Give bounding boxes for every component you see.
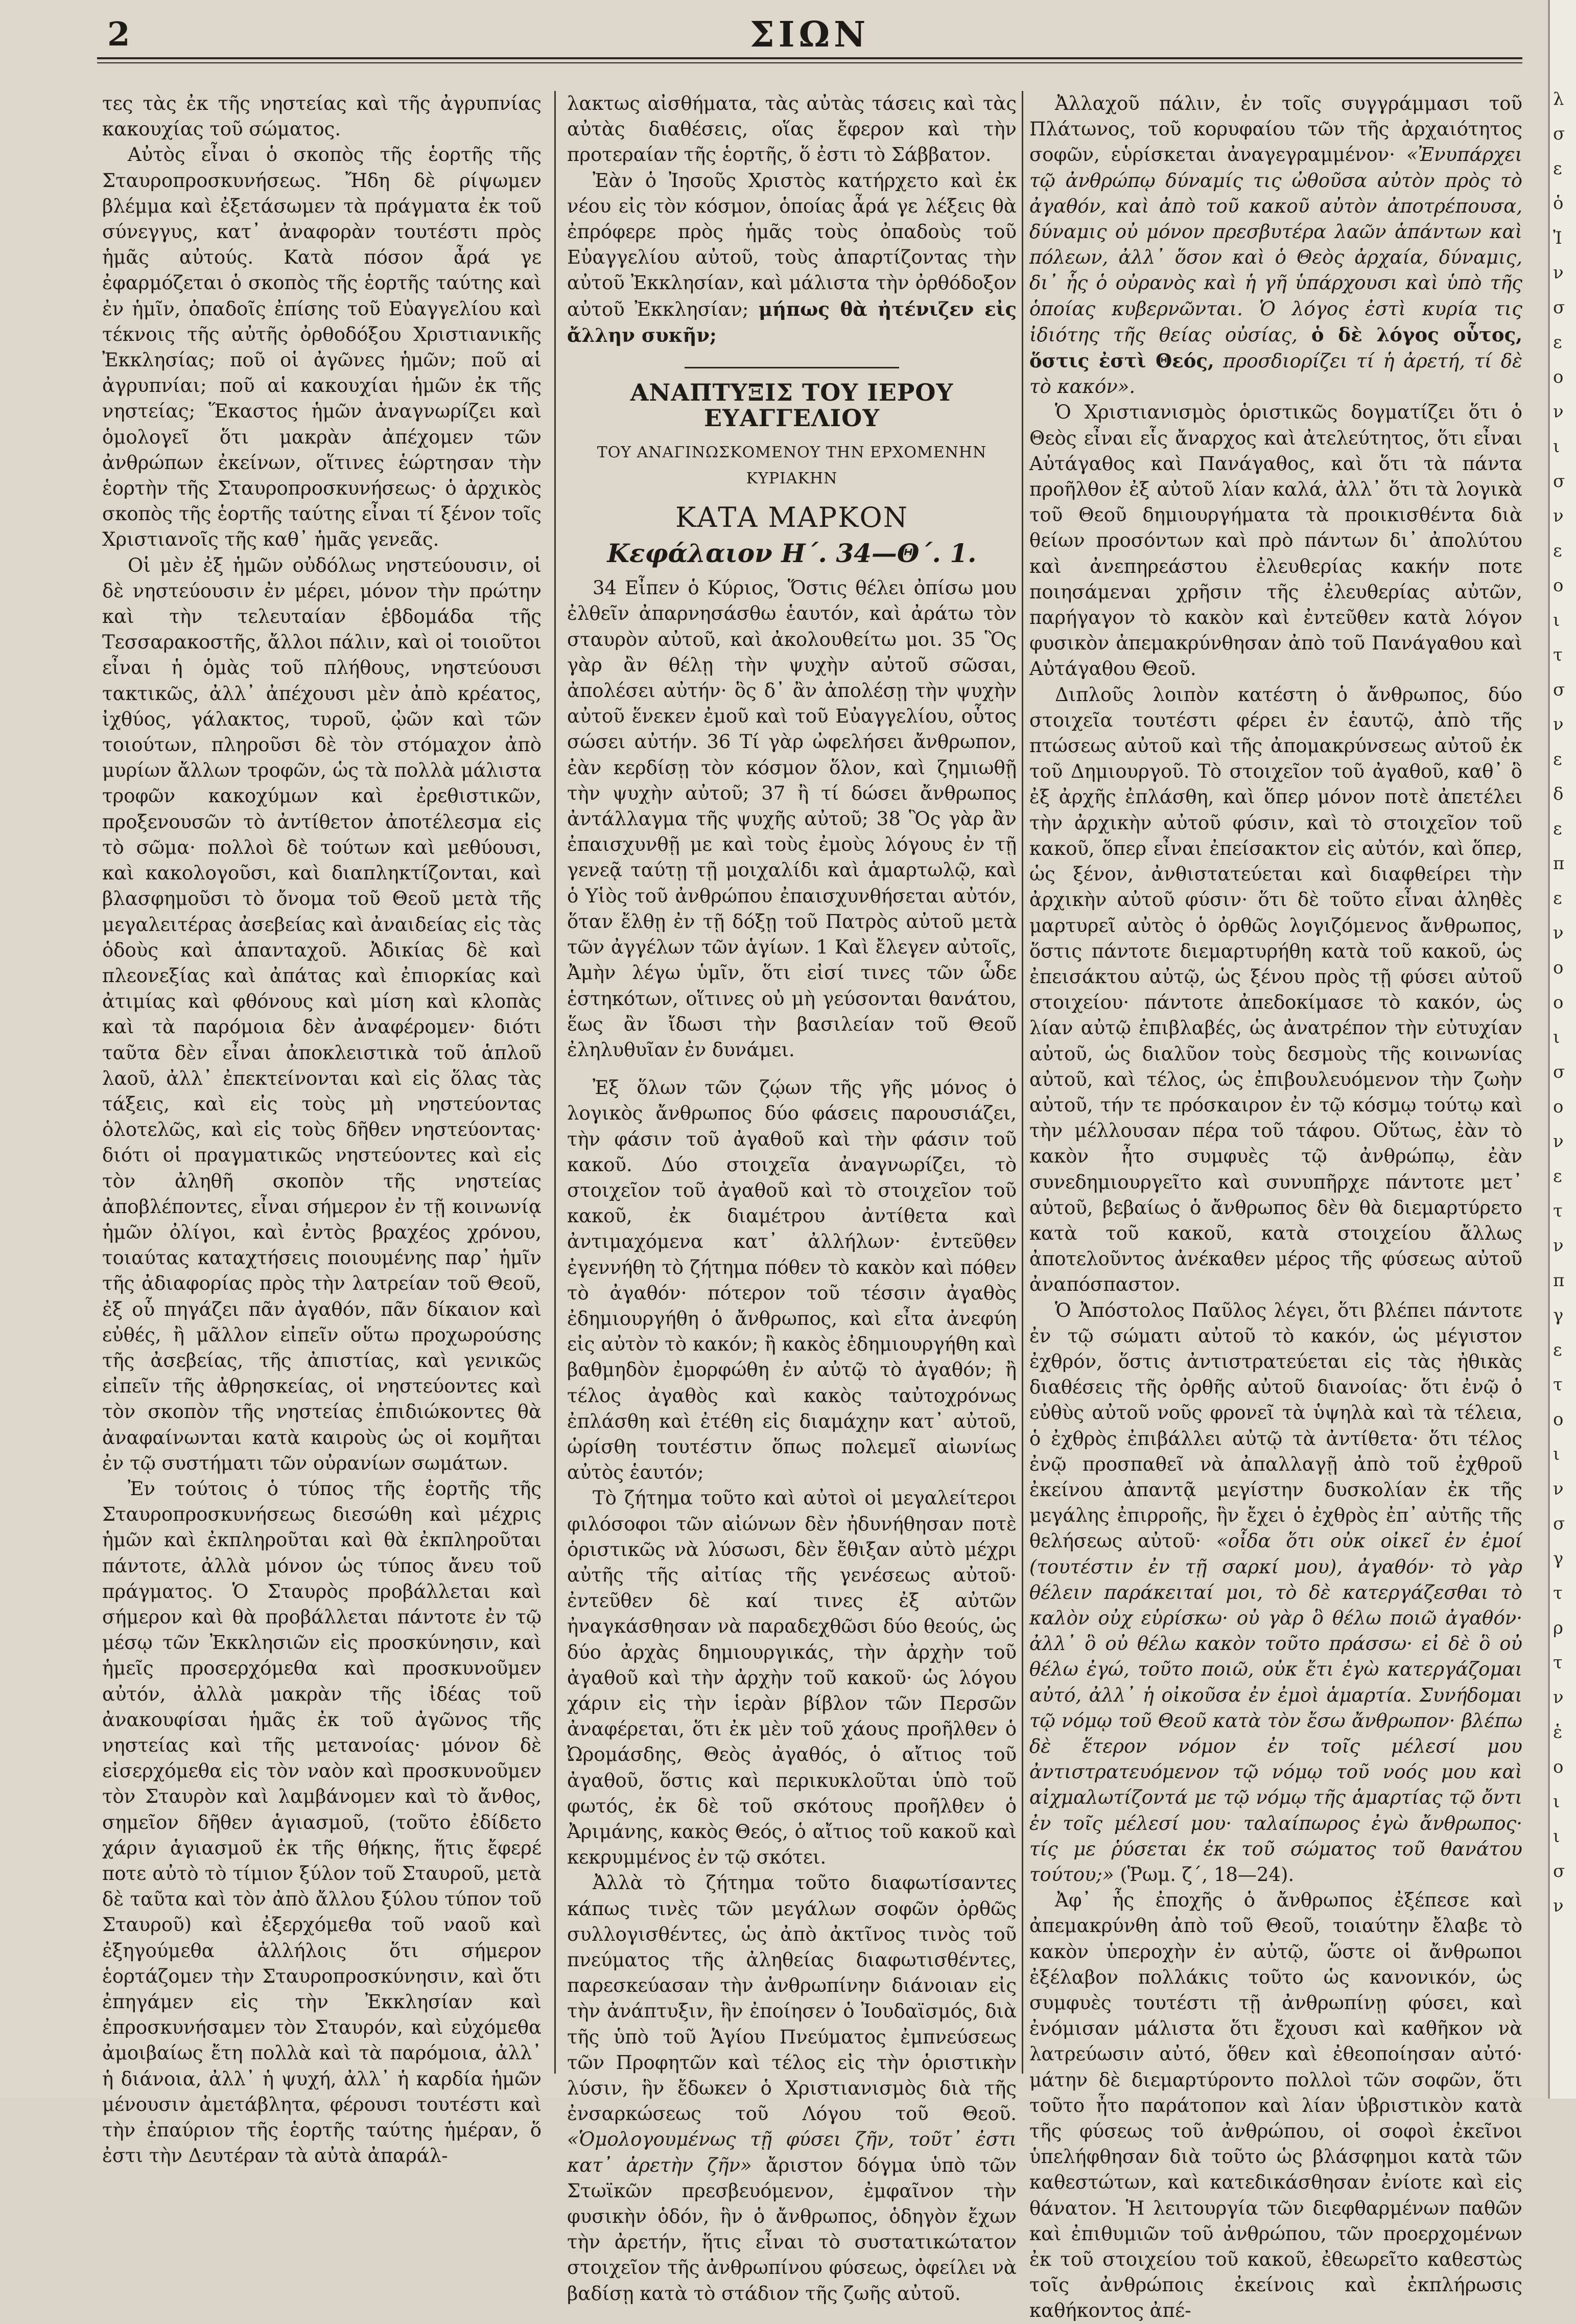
header-rule-bottom xyxy=(97,62,1522,63)
col3-paragraph-4-quote: «οἶδα ὅτι οὐκ οἰκεῖ ἐν ἐμοί (τουτέστιν ἐν τῇ σαρκί μου), ἀγαθόν· τὸ γὰρ θέλειν παράκειταί μοι, τὸ δὲ κατεργάζεσθαι τὸ καλὸν οὐχ εὑρίσκω· οὐ γὰρ ὃ θέλω ποιῶ ἀγαθόν· ἀλλ᾿ ὃ οὐ θέλω κακὸν τοῦτο πράσσω· εἰ δὲ ὃ οὐ θέλω ἐγώ, τοῦτο ποιῶ, οὐκ ἔτι ἐγὼ κατεργάζομαι αὐτό, ἀλλ᾿ ἡ οἰκοῦσα ἐν ἐμοὶ ἁμαρτία. Συνήδομαι τῷ νόμῳ τοῦ Θεοῦ κατὰ τὸν ἔσω ἄνθρωπον· βλέπω δὲ ἕτερον νόμον ἐν τοῖς μέλεσί μου ἀντιστρατευόμενον τῷ νόμῳ τοῦ νοός μου καὶ αἰχμαλωτίζοντά με τῷ νόμῳ τῆς ἁμαρτίας τῷ ὄντι ἐν τοῖς μέλεσί μου· ταλαίπωρος ἐγὼ ἄνθρωπος· τίς με ῥύσεται ἐκ τοῦ σώματος τοῦ θανάτου τούτου;» xyxy=(1029,1530,1523,1886)
adjacent-page-letter: ι xyxy=(1553,610,1560,631)
adjacent-page-letter: ο xyxy=(1553,958,1564,978)
adjacent-page-letter: ε xyxy=(1553,819,1562,839)
col1-paragraph-1: τες τὰς ἐκ τῆς νηστείας καὶ τῆς ἀγρυπνίας κακουχίας τοῦ σώματος. xyxy=(102,92,542,141)
col3-paragraph-4 xyxy=(1029,1298,1522,1888)
adjacent-page-letter: ο xyxy=(1553,1409,1564,1430)
article-subtitle: ΤΟΥ ΑΝΑΓΙΝΩΣΚΟΜΕΝΟΥ ΤΗΝ ΕΡΧΟΜΕΝΗΝ ΚΥΡΙΑΚΗΝ xyxy=(597,444,987,487)
col2-paragraph-4: Ἐξ ὅλων τῶν ζῴων τῆς γῆς μόνος ὁ λογικὸς ἄνθρωπος δύο φάσεις παρουσιάζει, τὴν φάσιν τοῦ ἀγαθοῦ καὶ τὴν φάσιν τοῦ κακοῦ. Δύο στοιχεῖα ἀναγνωρίζει, τὸ στοιχεῖον τοῦ ἀγαθοῦ καὶ τὸ στοιχεῖον τοῦ κακοῦ, ἐκ διαμέτρου ἀντίθετα καὶ ἀντιμαχόμενα κατ᾿ ἀλλήλων· ἐντεῦθεν ἐγεννήθη τὸ ζήτημα πόθεν τὸ κακὸν καὶ πόθεν τὸ ἀγαθόν· πότερον τοῦ τέσσιν ἀγαθὸς ἐδημιουργήθη ὁ ἄνθρωπος, καὶ εἶτα ἀνεφύη εἰς αὐτὸν τὸ κακόν; ἢ κακὸς ἐδημιουργήθη καὶ βαθμηδὸν ἐμορφώθη ἐν αὐτῷ τὸ ἀγαθόν; ἢ τέλος ἀγαθὸς καὶ κακὸς ταὐτοχρόνως ἐπλάσθη καὶ ἐτέθη εἰς διαμάχην κατ᾿ αὐτοῦ, ὡρίσθη τουτέστιν ὅπως πολεμεῖ αἰωνίως αὐτὸς ἑαυτόν; xyxy=(567,1077,1017,1484)
adjacent-page-letter: ε xyxy=(1553,1340,1562,1360)
adjacent-page-letter: ν xyxy=(1553,1896,1564,1916)
adjacent-page-letter: ν xyxy=(1553,923,1564,943)
col3-paragraph-3: Διπλοῦς λοιπὸν κατέστη ὁ ἄνθρωπος, δύο στοιχεῖα τουτέστι φέρει ἐν ἑαυτῷ, ἀπὸ τῆς πτώσεως αὐτοῦ καὶ τῆς ἀπομακρύνσεως αὐτοῦ ἐκ τοῦ Δημιουργοῦ. Τὸ στοιχεῖον τοῦ ἀγαθοῦ, καθ᾿ ὃ ἐξ ἀρχῆς ἐπλάσθη, καὶ ὅπερ μόνον ποτὲ ἀπετέλει τὴν ἀρχικὴν αὐτοῦ φύσιν, καὶ τὸ στοιχεῖον τοῦ κακοῦ, ὅπερ εἶναι ἐπείσακτον εἰς αὐτόν, καὶ ὅπερ, ὡς ξένον, ἀνθιστατεύεται καὶ διαφθείρει τὴν ἀρχικὴν αὐτοῦ φύσιν· ὅτι δὲ τοῦτο εἶναι ἀληθὲς μαρτυρεῖ αὐτὸς ὁ ὀρθῶς λογιζόμενος ἄνθρωπος, ὅστις πάντοτε διεμαρτυρήθη κατὰ τοῦ κακοῦ, ὡς ἐπεισάκτου αὐτῷ, ὡς ξένου πρὸς τῇ φύσει αὐτοῦ στοιχείου· πάντοτε ἀπεδοκίμασε τὸ κακόν, ὡς λίαν αὐτῷ ἐπιβλαβές, ὡς ἀνατρέπον τὴν εὐτυχίαν αὐτοῦ, ὡς διαλῦον τοὺς δεσμοὺς τῆς κοινωνίας αὐτοῦ, καὶ τέλος, ὡς ἐπιβουλευόμενον τὴν ζωὴν αὐτοῦ, τήν τε πρόσκαιρον ἐν τῷ κόσμῳ τούτῳ καὶ τὴν μέλλουσαν πέρα τοῦ τάφου. Οὕτως, ἐὰν τὸ κακὸν ἦτο συμφυὲς τῷ ἀνθρώπῳ, ἐὰν συνεδημιουργεῖτο καὶ συνυπῆρχε πάντοτε μετ᾿ αὐτοῦ, βεβαίως ὁ ἄνθρωπος δὲν θὰ διεμαρτύρετο κατὰ τοῦ κακοῦ, κατὰ στοιχείου ἄλλως ἀποτελοῦντος ἀνέκαθεν μέρος τῆς φύσεως αὐτοῦ ἀναπόσπαστον. xyxy=(1029,683,1522,1296)
section-rule xyxy=(685,367,899,368)
adjacent-page-letter: γ xyxy=(1553,1548,1564,1569)
col1-paragraph-2: Αὐτὸς εἶναι ὁ σκοπὸς τῆς ἑορτῆς τῆς Σταυροπροσκυνήσεως. Ἤδη δὲ ρίψωμεν βλέμμα καὶ ἐξετάσωμεν τὰ πράγματα ἐκ τοῦ σύνεγγυς, κατ᾿ ἀναφορὰν τουτέστι πρὸς ἡμᾶς αὐτούς. Κατὰ πόσον ἆρά γε ἐφαρμόζεται ὁ σκοπὸς τῆς ἑορτῆς ταύτης καὶ ἐν ἡμῖν, ὀπαδοῖς ἐπίσης τοῦ Εὐαγγελίου καὶ τέκνοις τῆς αὐτῆς ὀρθοδόξου Χριστιανικῆς Ἐκκλησίας; ποῦ οἱ ἀγῶνες ἡμῶν; ποῦ αἱ ἀγρυπνίαι; ποῦ αἱ κακουχίαι ἡμῶν ἐκ τῆς νηστείας; Ἕκαστος ἡμῶν ἀναγνωρίζει καὶ ὁμολογεῖ ὅτι μακρὰν ἀπέχομεν τῶν ἀνθρώπων ἐκείνων, οἵτινες ἑώρτησαν τὴν ἑορτὴν τῆς Σταυροπροσκυνήσεως· ὁ ἀρχικὸς σκοπὸς τῆς ἑορτῆς ταύτης εἶναι τί ξένον τοῖς Χριστιανοῖς τῆς καθ᾿ ἡμᾶς γενεᾶς. xyxy=(102,144,542,551)
adjacent-page-letter: ο xyxy=(1553,992,1564,1013)
adjacent-page-letter: ε xyxy=(1553,158,1562,179)
adjacent-page-letter: ὁ xyxy=(1553,193,1564,214)
col2-paragraph-2-bold: μήπως θὰ ἠτένιζεν εἰς ἄλλην συκῆν; xyxy=(567,297,1017,346)
col3-paragraph-1-quote: «Ἐνυπάρχει τῷ ἀνθρώπῳ δύναμίς τις ὠθοῦσα αὐτὸν πρὸς τὸ ἀγαθόν, καὶ ἀπὸ τοῦ κακοῦ αὐτὸν ἀποτρέπουσα, δύναμις οὐ μόνον πρεσβυτέρα λαῶν ἁπάντων καὶ πόλεων, ἀλλ᾿ ὅσον καὶ ὁ Θεὸς ἀρχαία, δύναμις, δι᾿ ἧς ὁ οὐρανὸς καὶ ἡ γῆ ὑπάρχουσι καὶ ὑπὸ τῆς ὁποίας κυβερνῶνται. Ὁ λόγος ἐστὶ κυρία τις ἰδιότης τῆς θείας οὐσίας, xyxy=(1029,144,1523,346)
col3-paragraph-1-bold: ὁ δὲ λόγος οὗτος, ὅστις ἐστὶ Θεός, xyxy=(1029,323,1522,373)
adjacent-page-letter: ν xyxy=(1553,714,1564,735)
col2-paragraph-1: λακτως αἰσθήματα, τὰς αὐτὰς τάσεις καὶ τὰς αὐτὰς διαθέσεις, οἵας ἔφερον καὶ τὴν προτεραίαν τῆς ἑορτῆς, ὅ ἐστι τὸ Σάββατον. xyxy=(567,92,1017,166)
adjacent-page-letter: λ xyxy=(1553,89,1564,109)
adjacent-page-letter: Ἰ xyxy=(1553,228,1562,248)
col3-paragraph-1 xyxy=(1029,91,1522,400)
col3-paragraph-4-text: Ὁ Ἀπόστολος Παῦλος λέγει, ὅτι βλέπει πάντοτε ἐν τῷ σώματι αὐτοῦ τὸ κακόν, ὡς μέγιστον ἐχθρόν, ὅστις ἀντιστρατεύεται εἰς τὰς ἠθικὰς διαθέσεις τῆς ὀρθῆς αὐτοῦ διανοίας· ὅτι ἐνῷ ὁ εὐθὺς αὐτοῦ νοῦς φρονεῖ τὰ ὑψηλὰ καὶ τὰ τέλεια, ὁ ἐχθρὸς ἐπιβάλλει αὐτῷ τὰ ἀντίθετα· ὅτι τέλος ἐνῷ προσπαθεῖ νὰ ἀπαλλαγῇ ἀπὸ τοῦ ἐχθροῦ ἐκείνου ἀπαντᾷ μεγίστην δυσκολίαν ἐκ τῆς μεγάλης ἐπιρροῆς, ἣν ἔχει ὁ ἐχθρὸς ἐπ᾿ αὐτῆς τῆς θελήσεως αὐτοῦ· xyxy=(1029,1299,1522,1552)
adjacent-page-letter: ν xyxy=(1553,1131,1564,1152)
col2-paragraph-6-quote: «Ὁμολογουμένως τῇ φύσει ζῆν, τοῦτ᾿ ἐστι κατ᾿ ἀρετὴν ζῆν» xyxy=(567,2128,1017,2176)
adjacent-page-letter: τ xyxy=(1553,1653,1563,1673)
adjacent-page-letter: ε xyxy=(1553,332,1562,353)
adjacent-page-letter: ν xyxy=(1553,1687,1564,1708)
masthead: ΣΙΩΝ xyxy=(749,14,870,55)
adjacent-page-letter: ι xyxy=(1553,1444,1560,1465)
adjacent-page-letter: γ xyxy=(1553,1305,1564,1326)
adjacent-page-letter: ο xyxy=(1553,1757,1564,1777)
col3-paragraph-4-ref: (Ῥωμ. ζ΄, 18—24). xyxy=(1120,1864,1295,1886)
article-title: ΑΝΑΠΤΥΞΙΣ ΤΟΥ ΙΕΡΟΥ ΕΥΑΓΓΕΛΙΟΥ xyxy=(630,379,954,432)
adjacent-page-letter: ο xyxy=(1553,575,1564,596)
adjacent-page-letter: π xyxy=(1553,853,1565,874)
col3-paragraph-5: Ἀφ᾿ ἧς ἐποχῆς ὁ ἄνθρωπος ἐξέπεσε καὶ ἀπεμακρύνθη ἀπὸ τοῦ Θεοῦ, τοιαύτην ἔλαβε τὸ κακὸν ὑπεροχὴν ἐν αὐτῷ, ὥστε οἱ ἄνθρωποι ἐξέλαβον πολλάκις τοῦτο ὡς κανονικόν, ὡς συμφυὲς τουτέστι τῇ ἀνθρωπίνῃ φύσει, καὶ ἐνόμισαν μάλιστα ὅτι ἔχουσι καὶ καθῆκον νὰ λατρεύωσιν αὐτό, ὅθεν καὶ ἐθεοποίησαν αὐτό· μάτην δὲ διεμαρτύροντο πολλοὶ τῶν σοφῶν, ὅτι τοῦτο ἦτο παράτοπον καὶ λίαν ὑβριστικὸν κατὰ τῆς φύσεως τοῦ ἀνθρώπου, οἱ σοφοὶ ἐκεῖνοι ὑπελήφθησαν διὰ τοῦτο ὡς βλάσφημοι κατὰ τῶν καθεστώτων, καὶ κατεδικάσθησαν ἐνίοτε καὶ εἰς θάνατον. Ἡ λειτουργία τῶν διεφθαρμένων παθῶν καὶ ἐπιθυμιῶν τοῦ ἀνθρώπου, τῶν προερχομένων ἐκ τοῦ στοιχείου τοῦ κακοῦ, ἐθεωρεῖτο καθεστὼς τοῖς ἀνθρώποις ἐκείνοις καὶ ἐκπλήρωσις καθήκοντος ἀπέ- xyxy=(1029,1889,1522,2322)
adjacent-page-letter: ο xyxy=(1553,1097,1564,1117)
adjacent-page-letter: σ xyxy=(1553,124,1565,144)
col3-paragraph-1-quote-end: προσδιορίζει τί ἡ ἀρετή, τί δὲ τὸ κακόν». xyxy=(1029,350,1522,398)
col3-paragraph-2: Ὁ Χριστιανισμὸς ὁριστικῶς δογματίζει ὅτι ὁ Θεὸς εἶναι εἷς ἄναρχος καὶ ἀτελεύτητος, ὅτι εἶναι Αὐτάγαθος καὶ Πανάγαθος, καὶ ὅτι τὰ πάντα προῆλθον ἐξ αὐτοῦ λίαν καλά, ἀλλ᾿ ὅτι τὰ λογικὰ τοῦ Θεοῦ δημιουργήματα τὰ προικισθέντα διὰ θείων προσόντων καὶ πρὸ πάντων δι᾿ ἀπολύτου καὶ ἀνεπηρεάστου ἐλευθερίας κακήν ποτε ποιησάμεναι χρῆσιν τῆς ἐλευθερίας αὐτῶν, παρήγαγον τὸ κακὸν καὶ ἐντεῦθεν κατὰ λόγον φυσικὸν ἀπεμακρύνθησαν ἀπὸ τοῦ Πανάγαθου καὶ Αὐτάγαθου Θεοῦ. xyxy=(1029,401,1522,680)
adjacent-page-letter: τ xyxy=(1553,1583,1563,1603)
adjacent-page-letter: ν xyxy=(1553,263,1564,283)
adjacent-page-letter: ρ xyxy=(1553,1618,1563,1638)
col1-paragraph-3: Οἱ μὲν ἐξ ἡμῶν οὐδόλως νηστεύουσιν, οἱ δὲ νηστεύουσιν ἐν μέρει, μόνον τὴν πρώτην καὶ τὴν τελευταίαν ἑβδομάδα τῆς Τεσσαρακοστῆς, ἄλλοι πάλιν, καὶ οἱ τοιοῦτοι εἶναι ἡ ὁμὰς τοῦ πλήθους, νηστεύουσι τακτικῶς, ἀλλ᾿ ἀπέχουσι μὲν ἀπὸ κρέατος, ἰχθύος, γάλακτος, τυροῦ, ᾠῶν καὶ τῶν τοιούτων, πληροῦσι δὲ τὸν στόμαχον ἀπὸ μυρίων ἄλλων τροφῶν, ὡς τὰ πολλὰ μάλιστα τροφῶν κακοχύμων καὶ ἐρεθιστικῶν, προξενουσῶν τὸ ἀντίθετον ἀποτέλεσμα εἰς τὸ σῶμα· πολλοὶ δὲ τούτων καὶ μεθύουσι, καὶ κακολογοῦσι, καὶ διαπληκτίζονται, καὶ βλασφημοῦσι τὸ ὄνομα τοῦ Θεοῦ μετὰ τῆς μεγαλειτέρας ἀσεβείας καὶ ἀναιδείας εἰς τὰς ὁδοὺς καὶ ἁπανταχοῦ. Ἀδικίας δὲ καὶ πλεονεξίας καὶ ἀπάτας καὶ ἐπιορκίας καὶ ἀτιμίας καὶ φθόνους καὶ μίση καὶ κλοπὰς καὶ τὰ παρόμοια δὲν ἀναφέρομεν· διότι ταῦτα δὲν εἶναι ἀποκλειστικὰ τοῦ ἁπλοῦ λαοῦ, ἀλλ᾿ ἐπεκτείνονται καὶ εἰς ὅλας τὰς τάξεις, καὶ εἰς τοὺς μὴ νηστεύοντας ὁλοτελῶς, καὶ εἰς τοὺς δῆθεν νηστεύοντας· διότι οἱ πραγματικῶς νηστεύοντες καὶ εἰς τὸν ἀληθῆ σκοπὸν τῆς νηστείας ἀποβλέποντες, εἶναι σήμερον ἐν τῇ κοινωνίᾳ ἡμῶν ὀλίγοι, καὶ ἐντὸς βραχέος χρόνου, τοιαύτας καταχτήσεις ποιουμένης παρ᾿ ἡμῖν τῆς ἀδιαφορίας πρὸς τὴν λατρείαν τοῦ Θεοῦ, ἐξ οὗ πηγάζει πᾶν ἀγαθόν, πᾶν δίκαιον καὶ εὐθές, ἢ μᾶλλον εἰπεῖν οὕτω προχωρούσης τῆς ἀσεβείας, τῆς ἀπιστίας, καὶ γενικῶς εἰπεῖν τῆς ἀθρησκείας, οἱ νηστεύοντες καὶ τὸν σκοπὸν τῆς νηστείας ἐπιδιώκοντες θὰ ἀναφαίνωνται κατὰ καιροὺς ὡς οἱ κομῆται ἐν τῷ συστήματι τῶν οὐρανίων σωμάτων. xyxy=(102,554,542,1474)
adjacent-page-letter: τ xyxy=(1553,1375,1563,1395)
col1-paragraph-4: Ἐν τούτοις ὁ τύπος τῆς ἑορτῆς τῆς Σταυροπροσκυνήσεως διεσώθη καὶ μέχρις ἡμῶν καὶ ἐκπληροῦται καὶ θὰ ἐκπληροῦται πάντοτε, ἀλλὰ μόνον ὡς τύπος ἄνευ τοῦ πράγματος. Ὁ Σταυρὸς προβάλλεται καὶ σήμερον καὶ θὰ προβάλλεται πάντοτε ἐν τῷ μέσῳ τῶν Ἐκκλησιῶν εἰς προσκύνησιν, καὶ ἡμεῖς προσερχόμεθα καὶ προσκυνοῦμεν αὐτόν, ἀλλὰ μακρὰν τῆς ἰδέας τοῦ ἀνακουφίσαι ἡμᾶς ἐκ τοῦ ἀγῶνος τῆς νηστείας καὶ τῆς μετανοίας· μόνον δὲ εἰσερχόμεθα εἰς τὸν ναὸν καὶ προσκυνοῦμεν τὸν Σταυρὸν καὶ λαμβάνομεν καὶ τὸ ἄνθος, σημεῖον δῆθεν ἁγιασμοῦ, (τοῦτο ἐδίδετο χάριν ἁγιασμοῦ ἐκ τῆς θήκης, ἥτις ἔφερέ ποτε αὐτὸ τὸ τίμιον ξύλον τοῦ Σταυροῦ, μετὰ δὲ ταῦτα καὶ τὸν ἀπὸ ἄλλου ξύλου τύπον τοῦ Σταυροῦ) καὶ ἐξερχόμεθα τοῦ ναοῦ καὶ ἐξηγούμεθα ἀλλήλοις ὅτι σήμερον ἑορτάζομεν τὴν Σταυροπροσκύνησιν, καὶ ὅτι ἐπηγάμεν εἰς τὴν Ἐκκλησίαν καὶ ἐπροσκυνήσαμεν τὸν Σταυρόν, καὶ εὐχόμεθα ἀμοιβαίως ἔτη πολλὰ καὶ τὰ παρόμοια, ἀλλ᾿ ἡ διάνοια, ἀλλ᾿ ἡ ψυχή, ἀλλ᾿ ἡ καρδία ἡμῶν μένουσιν ἀμετάβλητα, φέρουσι τουτέστι καὶ τὴν ἐπαύριον τῆς ἑορτῆς ταύτης ἡμέραν, ὅ ἐστι τὴν Δευτέραν τὰ αὐτὰ ἀπαράλ- xyxy=(102,1477,542,2167)
column-divider-2 xyxy=(1022,91,1023,2074)
adjacent-page-letter: ι xyxy=(1553,436,1560,457)
adjacent-page-letter: ν xyxy=(1553,506,1564,526)
page-number: 2 xyxy=(107,15,130,54)
col3-paragraph-1-text: Ἀλλαχοῦ πάλιν, ἐν τοῖς συγγράμμασι τοῦ Πλάτωνος, τοῦ κορυφαίου τῶν τῆς ἀρχαιότητος σοφῶν, εὑρίσκεται ἀναγεγραμμένον· xyxy=(1029,92,1522,166)
adjacent-page-letter: σ xyxy=(1553,1861,1565,1881)
column-2 xyxy=(567,91,1017,2307)
adjacent-page-letter: σ xyxy=(1553,297,1565,318)
article-gospel: ΚΑΤΑ ΜΑΡΚΟΝ xyxy=(675,501,908,533)
adjacent-page-letter: ε xyxy=(1553,749,1562,770)
adjacent-page-letter: ε xyxy=(1553,541,1562,561)
adjacent-page-letter: ε xyxy=(1553,888,1562,909)
adjacent-page-letter: σ xyxy=(1553,1514,1565,1534)
adjacent-page-letter: ι xyxy=(1553,1027,1560,1048)
col2-paragraph-6-text: Ἀλλὰ τὸ ζήτημα τοῦτο διαφωτίσαντες κάπως τινὲς τῶν μεγάλων σοφῶν ὀρθῶς συλλογισθέντες, ὡς ἀπὸ ἀκτῖνος τινὸς τοῦ πνεύματος τῆς ἀληθείας διαφωτισθέντες, παρεσκεύασαν τὴν ἀνθρωπίνην διάνοιαν εἰς τὴν ἀνάπτυξιν, ἣν ἐποίησεν ὁ Ἰουδαϊσμός, διὰ τῆς ὑπὸ τοῦ Ἁγίου Πνεύματος ἐμπνεύσεως τῶν Προφητῶν καὶ τέλος εἰς τὴν ὁριστικὴν λύσιν, ἣν ἔδωκεν ὁ Χριστιανισμὸς διὰ τῆς ἐνσαρκώσεως τοῦ Λόγου τοῦ Θεοῦ. xyxy=(567,1872,1017,2125)
adjacent-page-letter: σ xyxy=(1553,1062,1565,1082)
header-rule-top xyxy=(97,57,1522,59)
adjacent-page-letters xyxy=(1553,82,1573,1923)
adjacent-page-letter: τ xyxy=(1553,645,1563,665)
adjacent-page-letter: δ xyxy=(1553,784,1564,804)
col2-scripture: 34 Εἶπεν ὁ Κύριος, Ὅστις θέλει ὀπίσω μου ἐλθεῖν ἀπαρνησάσθω ἑαυτόν, καὶ ἀράτω τὸν σταυρὸν αὐτοῦ, καὶ ἀκολουθείτω μοι. 35 Ὃς γὰρ ἂν θέλῃ τὴν ψυχὴν αὐτοῦ σῶσαι, ἀπολέσει αὐτήν· ὃς δ᾿ ἂν ἀπολέσῃ τὴν ψυχὴν αὐτοῦ ἕνεκεν ἐμοῦ καὶ τοῦ Εὐαγγελίου, οὗτος σώσει αὐτήν. 36 Τί γὰρ ὠφελήσει ἄνθρωπον, ἐὰν κερδίσῃ τὸν κόσμον ὅλον, καὶ ζημιωθῇ τὴν ψυχὴν αὐτοῦ; 37 ἢ τί δώσει ἄνθρωπος ἀντάλλαγμα τῆς ψυχῆς αὐτοῦ; 38 Ὃς γὰρ ἂν ἐπαισχυνθῇ με καὶ τοὺς ἐμοὺς λόγους ἐν τῇ γενεᾷ ταύτῃ τῇ μοιχαλίδι καὶ ἁμαρτωλῷ, καὶ ὁ Υἱὸς τοῦ ἀνθρώπου ἐπαισχυνθήσεται αὐτόν, ὅταν ἔλθῃ ἐν τῇ δόξῃ τοῦ Πατρὸς αὐτοῦ μετὰ τῶν ἀγγέλων τῶν ἁγίων. 1 Καὶ ἔλεγεν αὐτοῖς, Ἀμὴν λέγω ὑμῖν, ὅτι εἰσί τινες τῶν ὧδε ἑστηκότων, οἵτινες οὐ μὴ γεύσονται θανάτου, ἕως ἂν ἴδωσι τὴν βασιλείαν τοῦ Θεοῦ ἐληλυθυῖαν ἐν δυνάμει. xyxy=(567,577,1017,1061)
col2-paragraph-6 xyxy=(567,1870,1017,2306)
adjacent-page-letter: ν xyxy=(1553,402,1564,422)
adjacent-page-letter: σ xyxy=(1553,680,1565,700)
col2-paragraph-2 xyxy=(567,168,1017,348)
adjacent-page-letter: ι xyxy=(1553,1792,1560,1812)
col2-paragraph-2-text: Ἐὰν ὁ Ἰησοῦς Χριστὸς κατήρχετο καὶ ἐκ νέου εἰς τὸν κόσμον, ὁποίας ἆρά γε λέξεις θὰ ἐπρόφερε πρὸς ἡμᾶς τοὺς ὀπαδοὺς τοῦ Εὐαγγελίου αὐτοῦ, τοὺς ἀπαρτίζοντας τὴν αὐτοῦ Ἐκκλησίαν, καὶ μάλιστα τὴν ὀρθόδοξον αὐτοῦ Ἐκκλησίαν; xyxy=(567,169,1017,320)
column-1 xyxy=(102,91,542,2169)
column-divider-1 xyxy=(554,91,556,2074)
adjacent-page-letter: ν xyxy=(1553,1479,1564,1499)
adjacent-page-letter: ε xyxy=(1553,1166,1562,1187)
adjacent-page-letter: σ xyxy=(1553,471,1565,492)
adjacent-page-letter: ν xyxy=(1553,1236,1564,1256)
article-chapter: Κεφάλαιον Η΄. 34—Θ΄. 1. xyxy=(607,538,977,569)
adjacent-page-letter: ι xyxy=(1553,1826,1560,1847)
col2-paragraph-6-tail: ἄριστον δόγμα ὑπὸ τῶν Στωϊκῶν πρεσβευόμενον, ἐμφαῖνον τὴν φυσικὴν ὁδόν, ἣν ὁ ἄνθρωπος, ὁδηγὸν ἔχων τὴν ἀρετήν, ἥτις εἶναι τὸ συστατικώτατον στοιχεῖον τῆς ἀνθρωπίνου φύσεως, ὀφείλει νὰ βαδίσῃ κατὰ τὸ στάδιον τῆς ζωῆς αὐτοῦ. xyxy=(567,2154,1017,2305)
adjacent-page-letter: τ xyxy=(1553,1201,1563,1221)
adjacent-page-letter: ἑ xyxy=(1553,1722,1563,1742)
column-3 xyxy=(1029,91,1522,2324)
adjacent-page-letter: π xyxy=(1553,1270,1565,1291)
adjacent-page-letter: ο xyxy=(1553,367,1564,387)
col2-paragraph-5: Τὸ ζήτημα τοῦτο καὶ αὐτοὶ οἱ μεγαλείτεροι φιλόσοφοι τῶν αἰώνων δὲν ἠδυνήθησαν ποτὲ ὁριστικῶς νὰ λύσωσι, δὲν ἔθιξαν αὐτὸ μέχρι αὐτῆς τῆς αἰτίας τῆς γενέσεως αὐτοῦ· ἐντεῦθεν δὲ καί τινες ἐξ αὐτῶν ἠναγκάσθησαν νὰ παραδεχθῶσι δύο θεούς, ὡς δύο ἀρχὰς δημιουργικάς, τὴν ἀρχὴν τοῦ ἀγαθοῦ καὶ τὴν ἀρχὴν τοῦ κακοῦ· ὡς λόγου χάριν εἰς τὴν ἱερὰν βίβλον τῶν Περσῶν ἀναφέρεται, ὅτι ἐκ μὲν τοῦ χάους προῆλθεν ὁ Ὠρομάσδης, Θεὸς ἀγαθός, ὁ αἴτιος τοῦ ἀγαθοῦ, ὅστις καὶ περικυκλοῦται ὑπὸ τοῦ φωτός, ἐκ δὲ τοῦ σκότους προῆλθεν ὁ Ἀριμάνης, κακὸς Θεός, ὁ αἴτιος τοῦ κακοῦ καὶ κεκρυμμένος ἐν τῷ σκότει. xyxy=(567,1487,1017,1869)
